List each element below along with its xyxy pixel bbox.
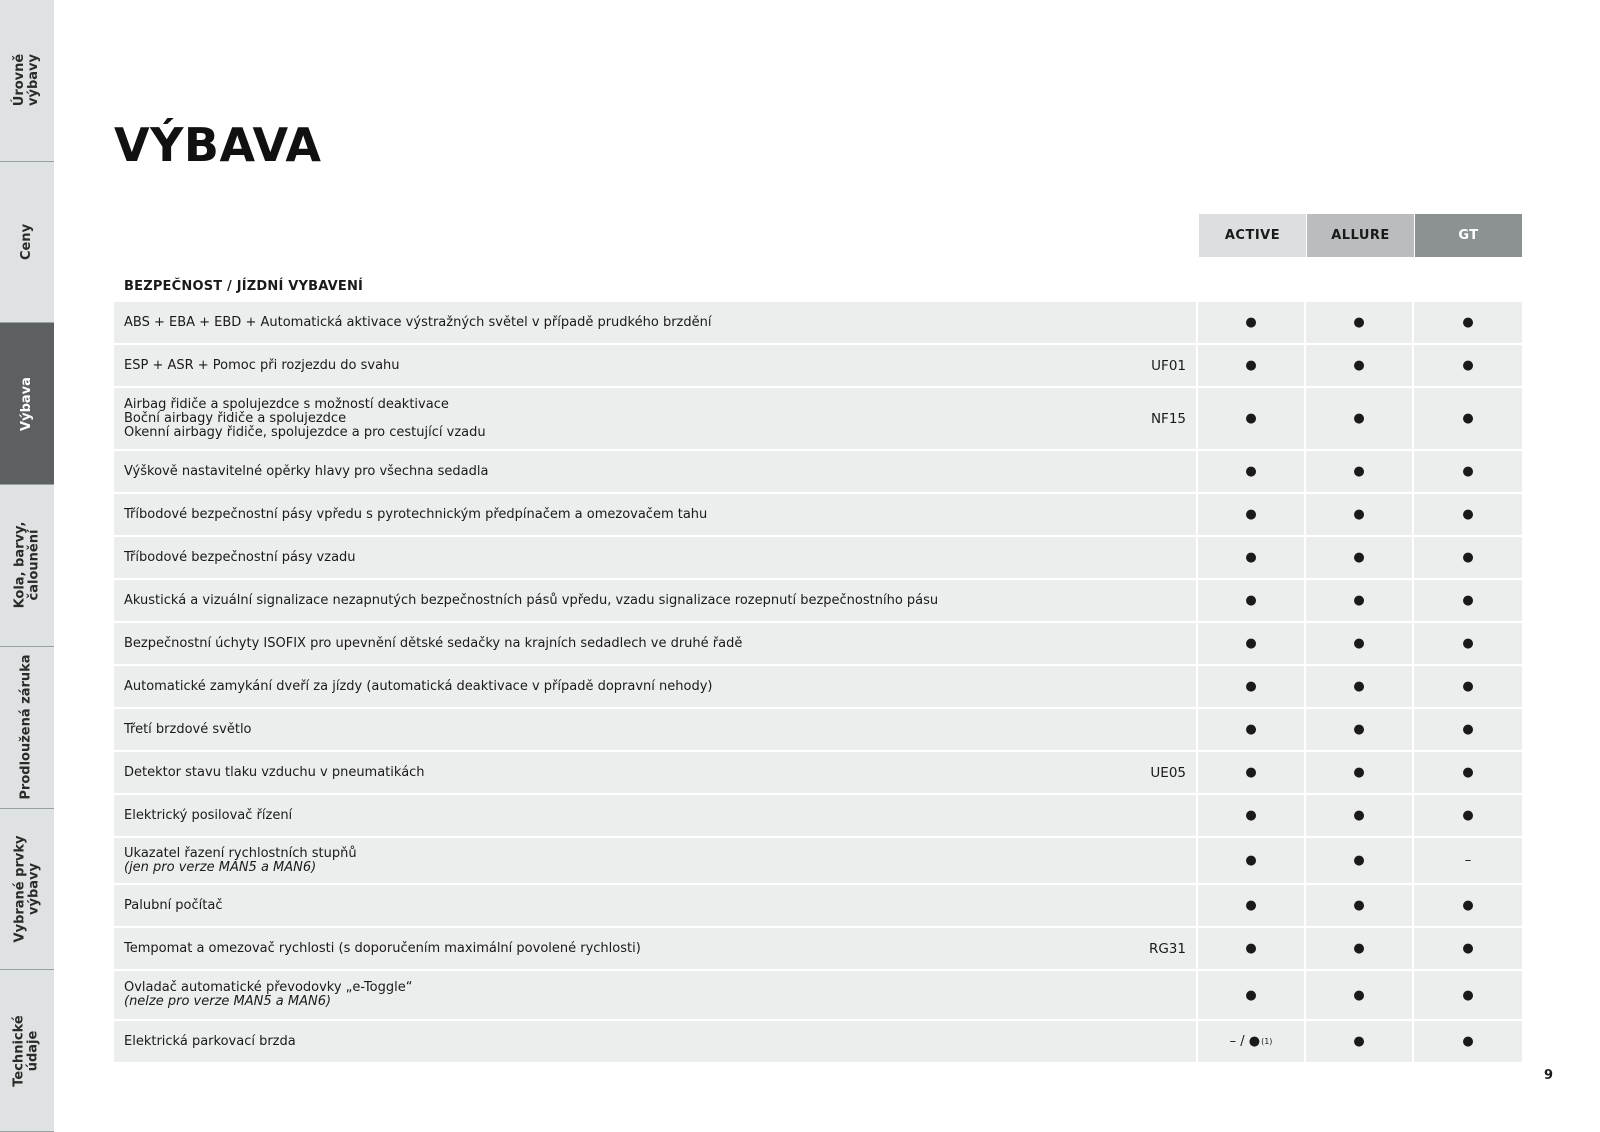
availability-mark: ● [1353,550,1365,565]
availability-allure [1306,838,1414,883]
availability-mark: ● [1462,808,1474,823]
availability-mark: ● [1462,765,1474,780]
sidebar-nav [0,0,54,1132]
availability-allure [1306,971,1414,1019]
option-code: RG31 [1086,928,1198,969]
availability-active [1198,623,1306,664]
option-code [1086,1021,1198,1062]
availability-gt [1414,388,1522,449]
feature-cell [114,537,1086,578]
availability-gt [1414,580,1522,621]
availability-allure [1306,885,1414,926]
sidebar-item-5[interactable] [0,647,54,809]
availability-mark: ● [1462,941,1474,956]
feature-label: Airbag řidiče a spolujezdce s možností deaktivace [124,396,449,412]
feature-label: Ovladač automatické převodovky „e-Toggle“ [124,980,413,995]
availability-active [1198,451,1306,492]
table-row [114,838,1522,885]
availability-mark: ● [1353,411,1365,426]
availability-gt [1414,623,1522,664]
feature-label: Akustická a vizuální signalizace nezapnutých bezpečnostních pásů vpředu, vzadu signalizace rozepnutí bezpečnostního pásu [124,592,939,608]
sidebar-item-2[interactable] [0,162,54,324]
option-code [1086,885,1198,926]
availability-mark: ● [1462,550,1474,565]
sidebar-item-label: Výbava [19,376,34,431]
availability-mark: ● [1462,315,1474,330]
sidebar-item-4[interactable] [0,485,54,647]
availability-mark: ● [1245,507,1257,522]
availability-active [1198,494,1306,535]
availability-gt [1414,838,1522,883]
sidebar-item-label: Ceny [19,224,34,261]
availability-active [1198,928,1306,969]
availability-active [1198,302,1306,343]
availability-mark: ● [1353,593,1365,608]
table-row [114,623,1522,666]
column-header-gt: GT [1415,214,1522,257]
table-row [114,580,1522,623]
availability-allure [1306,388,1414,449]
feature-label: Bezpečnostní úchyty ISOFIX pro upevnění dětské sedačky na krajních sedadlech ve druhé řadě [124,635,743,651]
availability-allure [1306,623,1414,664]
page-number: 9 [1544,1068,1554,1083]
availability-active [1198,795,1306,836]
table-row [114,928,1522,971]
feature-cell [114,752,1086,793]
availability-allure [1306,451,1414,492]
feature-cell [114,580,1086,621]
availability-allure [1306,666,1414,707]
feature-label: Automatické zamykání dveří za jízdy (automatická deaktivace v případě dopravní nehody) [124,678,713,694]
feature-label: Elektrický posilovač řízení [124,807,293,823]
sidebar-item-1[interactable] [0,0,54,162]
availability-mark: – [1464,853,1472,868]
availability-mark: ● [1462,593,1474,608]
availability-mark: ● [1353,853,1365,868]
option-code [1086,795,1198,836]
availability-active [1198,1021,1306,1062]
table-row [114,709,1522,752]
column-header-active: ACTIVE [1199,214,1306,257]
availability-gt [1414,1021,1522,1062]
sidebar-item-7[interactable] [0,970,54,1132]
option-code [1086,302,1198,343]
availability-gt [1414,494,1522,535]
table-row [114,666,1522,709]
availability-mark: ● [1245,315,1257,330]
availability-mark: ● [1462,636,1474,651]
option-code [1086,494,1198,535]
feature-cell [114,451,1086,492]
table-row [114,537,1522,580]
table-row [114,302,1522,345]
availability-mark: ● [1462,411,1474,426]
availability-mark: ● [1353,898,1365,913]
feature-cell [114,494,1086,535]
availability-mark: ● [1353,507,1365,522]
availability-mark: ● [1353,765,1365,780]
availability-gt [1414,709,1522,750]
sidebar-item-label: Prodloužená záruka [19,654,34,800]
option-code [1086,537,1198,578]
availability-mark: ● [1245,411,1257,426]
availability-mark: ● [1245,853,1257,868]
availability-mark: ● [1462,1034,1474,1049]
availability-mark: ● [1245,722,1257,737]
table-row [114,494,1522,537]
availability-active [1198,388,1306,449]
availability-mark: ● [1245,941,1257,956]
availability-mark: ● [1245,987,1257,1003]
availability-mark: ● [1462,358,1474,373]
availability-active [1198,752,1306,793]
availability-allure [1306,494,1414,535]
sidebar-item-label: Kola, barvy, čalounění [12,522,41,609]
table-row [114,971,1522,1021]
table-row [114,451,1522,494]
table-row [114,795,1522,838]
feature-label: ABS + EBA + EBD + Automatická aktivace výstražných světel v případě prudkého brzdění [124,314,712,330]
availability-active [1198,971,1306,1019]
availability-mark: ● [1245,808,1257,823]
availability-mark: ● [1353,1034,1365,1049]
availability-gt [1414,971,1522,1019]
availability-mark: ● [1462,507,1474,522]
availability-gt [1414,666,1522,707]
availability-gt [1414,795,1522,836]
availability-active [1198,580,1306,621]
feature-label: Tempomat a omezovač rychlosti (s doporučením maximální povolené rychlosti) [124,940,641,956]
feature-label: Palubní počítač [124,897,223,913]
feature-cell [114,709,1086,750]
availability-mark: ● [1245,636,1257,651]
feature-label: Elektrická parkovací brzda [124,1033,296,1049]
feature-label: Okenní airbagy řidiče, spolujezdce a pro cestující vzadu [124,424,486,440]
sidebar-item-label: Vybrané prvky výbavy [12,835,41,943]
feature-cell [114,388,1086,449]
option-code [1086,580,1198,621]
availability-active [1198,838,1306,883]
availability-gt [1414,537,1522,578]
availability-mark: ● [1462,464,1474,479]
availability-mark: ● [1353,464,1365,479]
feature-label: Tříbodové bezpečnostní pásy vzadu [124,549,356,565]
sidebar-item-6[interactable] [0,809,54,971]
availability-mark: ● [1245,464,1257,479]
table-row [114,388,1522,451]
feature-cell [114,885,1086,926]
availability-mark: ● [1353,358,1365,373]
availability-active [1198,885,1306,926]
feature-cell [114,345,1086,386]
table-row [114,752,1522,795]
availability-allure [1306,537,1414,578]
feature-cell [114,666,1086,707]
table-row [114,1021,1522,1064]
option-code: UF01 [1086,345,1198,386]
availability-mark: ● [1245,550,1257,565]
option-code [1086,709,1198,750]
availability-allure [1306,795,1414,836]
availability-active [1198,709,1306,750]
availability-mark: ● [1245,679,1257,694]
option-code [1086,451,1198,492]
availability-gt [1414,451,1522,492]
table-row [114,885,1522,928]
feature-label: ESP + ASR + Pomoc při rozjezdu do svahu [124,357,400,373]
availability-gt [1414,928,1522,969]
availability-gt [1414,885,1522,926]
sidebar-item-label: Úrovně výbavy [11,54,41,107]
sidebar-item-3[interactable] [0,323,54,485]
availability-mark: ● [1245,358,1257,373]
availability-mark: ● [1353,808,1365,823]
page-title: VÝBAVA [114,118,322,172]
availability-mark: ● [1462,987,1474,1003]
feature-label: Ukazatel řazení rychlostních stupňů [124,845,357,861]
availability-allure [1306,580,1414,621]
availability-mark: ● [1462,679,1474,694]
availability-mark: ● [1353,722,1365,737]
feature-label: Boční airbagy řidiče a spolujezdce [124,410,347,426]
feature-cell [114,971,1086,1019]
availability-active [1198,345,1306,386]
column-header-allure: ALLURE [1307,214,1414,257]
feature-cell [114,928,1086,969]
availability-mark: ● [1353,987,1365,1003]
availability-mark: ● [1245,765,1257,780]
feature-note: (nelze pro verze MAN5 a MAN6) [124,994,332,1009]
equipment-table [114,302,1522,1064]
feature-label: Tříbodové bezpečnostní pásy vpředu s pyrotechnickým předpínačem a omezovačem tahu [124,506,708,522]
availability-allure [1306,302,1414,343]
availability-mark: ● [1353,636,1365,651]
availability-mark: – / ● [1229,1034,1261,1049]
option-code: NF15 [1086,388,1198,449]
availability-allure [1306,345,1414,386]
table-row [114,345,1522,388]
feature-cell [114,838,1086,883]
option-code [1086,838,1198,883]
feature-cell [114,795,1086,836]
availability-gt [1414,345,1522,386]
availability-mark: ● [1462,722,1474,737]
availability-gt [1414,302,1522,343]
feature-label: Třetí brzdové světlo [124,721,252,737]
availability-mark: ● [1245,593,1257,608]
option-code [1086,971,1198,1019]
availability-mark: ● [1353,679,1365,694]
availability-active [1198,666,1306,707]
feature-cell [114,623,1086,664]
feature-label: Detektor stavu tlaku vzduchu v pneumatikách [124,764,425,780]
availability-allure [1306,1021,1414,1062]
feature-label: Výškově nastavitelné opěrky hlavy pro všechna sedadla [124,463,489,479]
availability-gt [1414,752,1522,793]
feature-cell [114,302,1086,343]
availability-mark: ● [1353,315,1365,330]
availability-allure [1306,752,1414,793]
feature-note: (jen pro verze MAN5 a MAN6) [124,859,317,875]
availability-allure [1306,928,1414,969]
footnote-marker: (1) [1261,1037,1273,1046]
option-code: UE05 [1086,752,1198,793]
option-code [1086,623,1198,664]
option-code [1086,666,1198,707]
sidebar-item-label: Technické údaje [12,1014,42,1087]
availability-allure [1306,709,1414,750]
availability-mark: ● [1245,898,1257,913]
availability-active [1198,537,1306,578]
section-title: BEZPEČNOST / JÍZDNÍ VYBAVENÍ [124,279,364,294]
availability-mark: ● [1462,898,1474,913]
availability-mark: ● [1353,941,1365,956]
feature-cell [114,1021,1086,1062]
